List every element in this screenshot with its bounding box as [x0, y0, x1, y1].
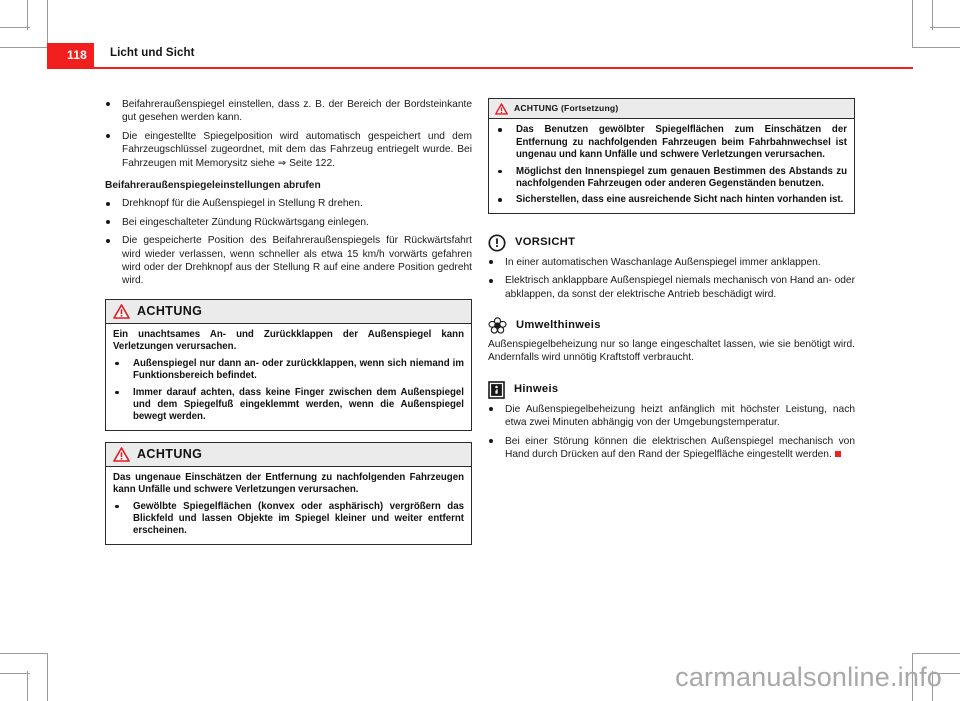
warning-box-body — [489, 119, 854, 212]
crop-mark-bottom-left-vertical — [27, 671, 28, 701]
list-item — [105, 98, 472, 125]
list-item-text: Die gespeicherte Position des Beifahreraußenspiegels für Rückwärtsfahrt wird wieder verlassen, wenn schneller als etwa 15 km/h vorwärts gefahren wird oder der Drehknopf aus der Stellung R auf eine andere Position gedreht wird. — [122, 235, 472, 287]
warning-box-distance-estimation — [105, 442, 472, 545]
crop-mark-bottom-right-horizontal-outer — [912, 653, 960, 654]
warning-box-body — [106, 467, 471, 544]
bullet-dot-icon — [489, 407, 493, 411]
bullet-dot-icon — [115, 505, 119, 509]
note-notice — [488, 381, 855, 462]
note-notice-header — [488, 381, 855, 399]
environment-notice-title: Umwelthinweis — [516, 318, 601, 331]
header-rule — [47, 67, 913, 69]
list-item — [496, 124, 847, 161]
warning-triangle-icon — [113, 304, 130, 319]
list-item — [105, 216, 472, 229]
list-item-text: Sicherstellen, dass eine ausreichende Sicht nach hinten vorhanden ist. — [516, 194, 844, 206]
list-item-text: Die eingestellte Spiegelposition wird automatisch gespeichert und dem Fahrzeugschlüssel zugeordnet, mit dem das Fahrzeug entriegelt wurde. Bei Fahrzeugen mit Memorysitz siehe ⇒ Seite 122. — [122, 130, 472, 169]
right-column — [488, 98, 855, 467]
warning-triangle-icon — [495, 103, 508, 115]
warning-box-folding-mirrors — [105, 299, 472, 431]
list-item — [496, 166, 847, 191]
list-item — [488, 403, 855, 430]
list-item — [488, 256, 855, 269]
warning-triangle-icon — [113, 447, 130, 462]
bullet-dot-icon — [498, 198, 502, 202]
list-item-text: Bei eingeschalteter Zündung Rückwärtsgang einlegen. — [122, 216, 369, 228]
bullet-dot-icon — [106, 202, 110, 206]
list-item-text: Außenspiegel nur dann an- oder zurückklappen, wenn sich niemand im Funktionsbereich befindet. — [133, 357, 464, 382]
bullet-dot-icon — [106, 134, 110, 138]
crop-mark-top-right-vertical — [932, 0, 933, 30]
bullet-dot-icon — [489, 260, 493, 264]
list-item — [113, 358, 464, 383]
crop-mark-top-left-vertical-outer — [47, 0, 48, 48]
environment-notice — [488, 317, 855, 365]
watermark: carmanualsonline.info — [675, 662, 942, 692]
page-title: Licht und Sicht — [110, 47, 195, 59]
left-column — [105, 98, 472, 545]
environment-notice-text: Außenspiegelbeheizung nur so lange eingeschaltet lassen, wie sie benötigt wird. Andernfalls wird unnötig Kraftstoff verbraucht. — [488, 339, 855, 364]
list-item-text: Bei einer Störung können die elektrischen Außenspiegel mechanisch von Hand durch Drücken auf den Rand der Spiegelfläche eingestellt werden. — [505, 435, 855, 461]
environment-notice-body — [488, 338, 855, 365]
warning-box-title: ACHTUNG (Fortsetzung) — [514, 103, 619, 113]
warning-box-title: ACHTUNG — [137, 446, 203, 461]
warning-box-body — [106, 324, 471, 430]
warning-box-header — [489, 99, 854, 119]
caution-notice-header — [488, 234, 855, 252]
note-notice-body — [488, 403, 855, 462]
exclamation-circle-icon — [488, 234, 506, 252]
list-item — [113, 387, 464, 424]
warning-box-header — [106, 300, 471, 324]
list-item-text: Das Benutzen gewölbter Spiegelflächen zum Einschätzen der Entfernung zu nachfolgenden Fahrzeugen beim Fahrbahnwechsel ist ungenau und kann Unfälle und schwere Verletzungen verursachen. — [516, 124, 847, 161]
warning-box-header — [106, 443, 471, 467]
list-item-text: Gewölbte Spiegelflächen (konvex oder asphärisch) vergrößern das Blickfeld und lassen Objekte im Spiegel kleiner und weiter entfernt erscheinen. — [133, 500, 464, 537]
crop-mark-top-right-vertical-outer — [912, 0, 913, 48]
crop-mark-top-right-horizontal-outer — [912, 47, 960, 48]
bullet-dot-icon — [498, 128, 502, 132]
section-end-marker — [835, 451, 841, 457]
bullet-dot-icon — [115, 362, 119, 366]
warning-lead-text: Das ungenaue Einschätzen der Entfernung zu nachfolgenden Fahrzeugen kann Unfälle und schwere Verletzungen verursachen. — [113, 471, 464, 496]
bullet-dot-icon — [115, 391, 119, 395]
list-item — [488, 435, 855, 462]
list-item — [488, 274, 855, 301]
list-item — [105, 234, 472, 288]
list-item — [105, 130, 472, 170]
info-icon — [488, 381, 505, 399]
crop-mark-bottom-left-horizontal — [0, 673, 30, 674]
crop-mark-bottom-left-horizontal-outer — [0, 653, 48, 654]
crop-mark-top-left-horizontal — [0, 27, 30, 28]
caution-notice — [488, 234, 855, 301]
note-notice-title: Hinweis — [514, 383, 559, 396]
bullet-dot-icon — [489, 439, 493, 443]
crop-mark-bottom-left-vertical-outer — [47, 653, 48, 701]
environment-notice-header — [488, 317, 855, 334]
list-item-text: Elektrisch anklappbare Außenspiegel niemals mechanisch von Hand an- oder abklappen, da sonst der elektrische Antrieb beschädigt wird. — [505, 275, 855, 300]
list-item-text: Möglichst den Innenspiegel zum genauen Bestimmen des Abstands zu nachfolgenden Fahrzeugen oder anderen Gegenständen benutzen. — [516, 165, 847, 190]
caution-notice-title: VORSICHT — [515, 236, 576, 249]
list-item-text: Die Außenspiegelbeheizung heizt anfänglich mit höchster Leistung, nach etwa zwei Minuten abhängig von der Umgebungstemperatur. — [505, 403, 855, 429]
crop-mark-top-left-horizontal-outer — [0, 47, 48, 48]
list-item — [113, 501, 464, 538]
warning-lead-text: Ein unachtsames An- und Zurückklappen der Außenspiegel kann Verletzungen verursachen. — [113, 328, 464, 353]
bullet-dot-icon — [106, 239, 110, 243]
page-header — [47, 43, 913, 67]
warning-box-continuation — [488, 98, 855, 214]
page-number-badge: 118 — [47, 43, 94, 67]
list-item-text: Beifahreraußenspiegel einstellen, dass z. B. der Bereich der Bordsteinkante gut gesehen werden kann. — [122, 99, 472, 124]
warning-box-title: ACHTUNG — [137, 303, 203, 318]
crop-mark-top-right-horizontal — [930, 27, 960, 28]
list-item-text: Drehknopf für die Außenspiegel in Stellung R drehen. — [122, 198, 363, 210]
bullet-dot-icon — [498, 170, 502, 174]
caution-notice-body — [488, 256, 855, 301]
bullet-dot-icon — [489, 279, 493, 283]
list-item — [105, 197, 472, 210]
flower-icon — [488, 317, 507, 334]
crop-mark-top-left-vertical — [27, 0, 28, 30]
bullet-dot-icon — [106, 102, 110, 106]
list-item-text: Immer darauf achten, dass keine Finger zwischen dem Außenspiegel und dem Spiegelfuß eingeklemmt werden, wenn die Außenspiegel bewegt werden. — [133, 386, 464, 423]
bullet-dot-icon — [106, 220, 110, 224]
list-item-text: In einer automatischen Waschanlage Außenspiegel immer anklappen. — [505, 256, 821, 268]
section-subheading: Beifahreraußenspiegeleinstellungen abrufen — [105, 180, 321, 192]
list-item — [496, 194, 847, 206]
